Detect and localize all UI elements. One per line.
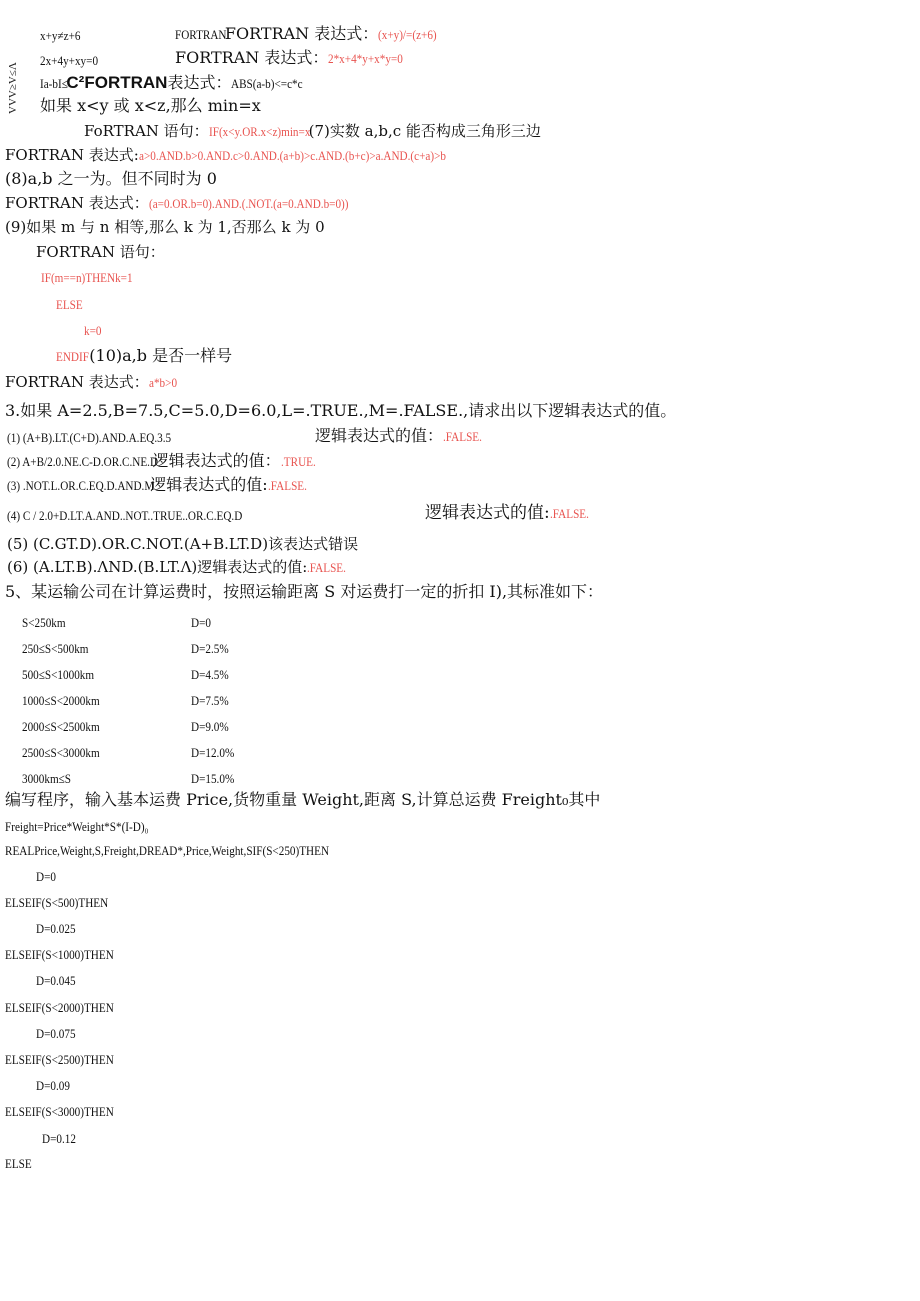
part-4-answer bbox=[425, 505, 595, 522]
table-row bbox=[22, 744, 112, 760]
table-row bbox=[22, 666, 106, 682]
program-description-text: 编写程序，输入基本运费 Price,货物重量 Weight,距离 S,计算总运费 Freight₀其中 bbox=[5, 790, 601, 809]
code-5: IF(x<y.OR.x<z)min=x bbox=[208, 124, 311, 139]
code-15: a*b>0 bbox=[148, 375, 177, 390]
code-line-text: D=0 bbox=[36, 869, 56, 884]
expr-2: 2x+4y+xy=0 bbox=[40, 53, 99, 68]
code-line bbox=[5, 894, 125, 910]
code-6: a>0.AND.b>0.AND.c>0.AND.(a+b)>c.AND.(b+c)>a.AND.(c+a)>b bbox=[138, 148, 446, 163]
question-5 bbox=[5, 584, 603, 600]
code-14: ENDIF bbox=[56, 349, 89, 364]
part-2-value: .TRUE. bbox=[280, 454, 316, 469]
part-3-value: .FALSE. bbox=[267, 478, 307, 493]
line-10 bbox=[36, 244, 165, 260]
text-4: 如果 x<y 或 x<z,那么 min=x bbox=[40, 96, 261, 115]
code-line-text: D=0.12 bbox=[42, 1131, 76, 1146]
part-2 bbox=[7, 453, 321, 469]
label-6: FORTRAN 表达式: bbox=[5, 146, 139, 164]
code-line-text: ELSEIF(S<1000)THEN bbox=[5, 947, 114, 962]
part-4-value: .FALSE. bbox=[549, 506, 589, 521]
question-3-text: 3.如果 A=2.5,B=7.5,C=5.0,D=6.0,L=.TRUE.,M=.FALSE.,请求出以下逻辑表达式的值。 bbox=[5, 401, 677, 420]
table-row bbox=[22, 770, 79, 786]
discount-cell: D=12.0% bbox=[191, 745, 235, 760]
code-line bbox=[36, 1077, 75, 1093]
part-4-label: 逻辑表达式的值: bbox=[425, 503, 550, 523]
table-row bbox=[22, 718, 112, 734]
code-3: ABS(a-b)<=c*c bbox=[231, 76, 304, 91]
code-line-text: ELSEIF(S<2500)THEN bbox=[5, 1052, 114, 1067]
part-6-text: (6) (A.LT.B).ΛND.(B.LT.Λ)逻辑表达式的值: bbox=[7, 558, 308, 576]
code-line-text: D=0.045 bbox=[36, 973, 76, 988]
code-line bbox=[5, 842, 382, 858]
code-8: (a=0.OR.b=0).AND.(.NOT.(a=0.AND.b=0)) bbox=[148, 196, 349, 211]
part-1-label: 逻辑表达式的值： bbox=[315, 426, 444, 445]
table-row-d bbox=[191, 718, 235, 734]
line-15 bbox=[5, 374, 181, 390]
line-2-fortran bbox=[175, 50, 415, 66]
text-10: FORTRAN 语句： bbox=[36, 243, 165, 261]
part-2-expr: (2) A+B/2.0.NE.C-D.OR.C.NE.D bbox=[7, 454, 159, 469]
code-line bbox=[36, 920, 82, 936]
line-9 bbox=[5, 219, 325, 235]
range-cell: 2000≤S<2500km bbox=[22, 719, 100, 734]
expr-1: x+y≠z+6 bbox=[40, 28, 81, 43]
code-line-text: D=0.09 bbox=[36, 1078, 70, 1093]
program-description bbox=[5, 792, 600, 808]
code-line-text: ELSEIF(S<500)THEN bbox=[5, 895, 109, 910]
text-14: (10)a,b 是否一样号 bbox=[89, 346, 233, 365]
discount-cell: D=4.5% bbox=[191, 667, 229, 682]
discount-cell: D=0 bbox=[191, 615, 211, 630]
part-6 bbox=[7, 559, 353, 575]
discount-cell: D=2.5% bbox=[191, 641, 229, 656]
formula-text: Freight=Price*Weight*S*(I-D)₀ bbox=[5, 819, 149, 834]
code-2: 2*x+4*y+x*y=0 bbox=[328, 51, 404, 66]
code-line-text: ELSEIF(S<3000)THEN bbox=[5, 1104, 114, 1119]
range-cell: 1000≤S<2000km bbox=[22, 693, 100, 708]
code-line bbox=[36, 868, 59, 884]
code-line bbox=[5, 1103, 132, 1119]
line-6 bbox=[5, 147, 496, 163]
code-13: k=0 bbox=[84, 323, 102, 338]
table-row bbox=[22, 614, 73, 630]
label-1: FORTRAN 表达式： bbox=[224, 24, 379, 43]
table-row-d bbox=[191, 614, 214, 630]
line-5 bbox=[84, 123, 541, 139]
line-3 bbox=[40, 74, 315, 91]
table-row-d bbox=[191, 640, 235, 656]
expr-3-b: C²FORTRAN bbox=[66, 73, 168, 92]
table-row-d bbox=[191, 744, 241, 760]
question-3 bbox=[5, 403, 676, 419]
part-1-expr: (1) (A+B).LT.(C+D).AND.A.EQ.3.5 bbox=[7, 430, 172, 445]
fortran-tag-1: FORTRAN bbox=[175, 27, 227, 42]
text-9: (9)如果 m 与 n 相等,那么 k 为 1,否那么 k 为 0 bbox=[5, 218, 325, 236]
line-14 bbox=[56, 348, 232, 364]
code-line-text: REALPrice,Weight,S,Freight,DREAD*,Price,Weight,SIF(S<250)THEN bbox=[5, 843, 330, 858]
part-3-label: 逻辑表达式的值: bbox=[150, 475, 268, 494]
part-6-value: .FALSE. bbox=[307, 560, 347, 575]
line-13 bbox=[84, 322, 104, 338]
line-11 bbox=[41, 269, 147, 285]
line-12 bbox=[56, 296, 87, 312]
side-margin-glyphs: VVV≥V≤Λ bbox=[7, 62, 19, 114]
text-7: (8)a,b 之一为。但不同时为 0 bbox=[5, 169, 217, 188]
part-5 bbox=[7, 536, 358, 552]
line-7 bbox=[5, 171, 217, 187]
code-line bbox=[5, 1051, 132, 1067]
label-5: FoRTRAN 语句： bbox=[84, 122, 209, 140]
label-8: FORTRAN 表达式： bbox=[5, 194, 149, 212]
label-3: 表达式： bbox=[167, 73, 232, 92]
table-row bbox=[22, 640, 99, 656]
line-1 bbox=[40, 27, 87, 43]
label-2: FORTRAN 表达式： bbox=[175, 48, 329, 67]
code-line-text: D=0.025 bbox=[36, 921, 76, 936]
part-3-expr: (3) .NOT.L.OR.C.EQ.D.AND.M bbox=[7, 478, 155, 493]
text-5: (7)实数 a,b,c 能否构成三角形三边 bbox=[308, 122, 541, 140]
part-4 bbox=[7, 507, 281, 523]
code-line bbox=[36, 972, 82, 988]
range-cell: S<250km bbox=[22, 615, 66, 630]
discount-cell: D=7.5% bbox=[191, 693, 229, 708]
range-cell: 3000km≤S bbox=[22, 771, 72, 786]
code-line bbox=[36, 1025, 82, 1041]
range-cell: 2500≤S<3000km bbox=[22, 745, 100, 760]
part-1-value: .FALSE. bbox=[443, 429, 482, 444]
table-row-d bbox=[191, 666, 235, 682]
part-1 bbox=[7, 429, 198, 445]
line-1-fortran bbox=[175, 26, 446, 42]
code-11: IF(m==n)THENk=1 bbox=[41, 270, 133, 285]
expr-3: Ia-bI≤ bbox=[40, 76, 68, 91]
discount-cell: D=9.0% bbox=[191, 719, 229, 734]
range-cell: 500≤S<1000km bbox=[22, 667, 95, 682]
part-3 bbox=[7, 477, 313, 493]
line-4 bbox=[40, 98, 261, 114]
range-cell: 250≤S<500km bbox=[22, 641, 89, 656]
line-8 bbox=[5, 195, 381, 211]
code-line bbox=[5, 946, 132, 962]
code-line-text: ELSEIF(S<2000)THEN bbox=[5, 1000, 114, 1015]
label-15: FORTRAN 表达式： bbox=[5, 373, 149, 391]
code-line-text: ELSE bbox=[5, 1156, 32, 1171]
part-1-answer bbox=[315, 428, 488, 444]
part-2-label: 逻辑表达式的值： bbox=[152, 451, 281, 470]
table-row-d bbox=[191, 770, 241, 786]
table-row bbox=[22, 692, 112, 708]
code-line bbox=[5, 1155, 36, 1171]
code-line bbox=[42, 1130, 81, 1146]
line-2 bbox=[40, 52, 108, 68]
part-4-expr: (4) C / 2.0+D.LT.A.AND..NOT..TRUE..OR.C.EQ.D bbox=[7, 508, 243, 523]
code-line bbox=[5, 999, 132, 1015]
code-1: (x+y)/=(z+6) bbox=[378, 27, 437, 42]
table-row-d bbox=[191, 692, 235, 708]
question-5-text: 5、某运输公司在计算运费时，按照运输距离 S 对运费打一定的折扣 I),其标准如下： bbox=[5, 582, 604, 601]
code-line-text: D=0.075 bbox=[36, 1026, 76, 1041]
discount-cell: D=15.0% bbox=[191, 771, 235, 786]
code-12: ELSE bbox=[56, 297, 83, 312]
part-5-text: (5) (C.GT.D).OR.C.NOT.(A+B.LT.D)该表达式错误 bbox=[7, 535, 359, 553]
formula bbox=[5, 818, 172, 834]
